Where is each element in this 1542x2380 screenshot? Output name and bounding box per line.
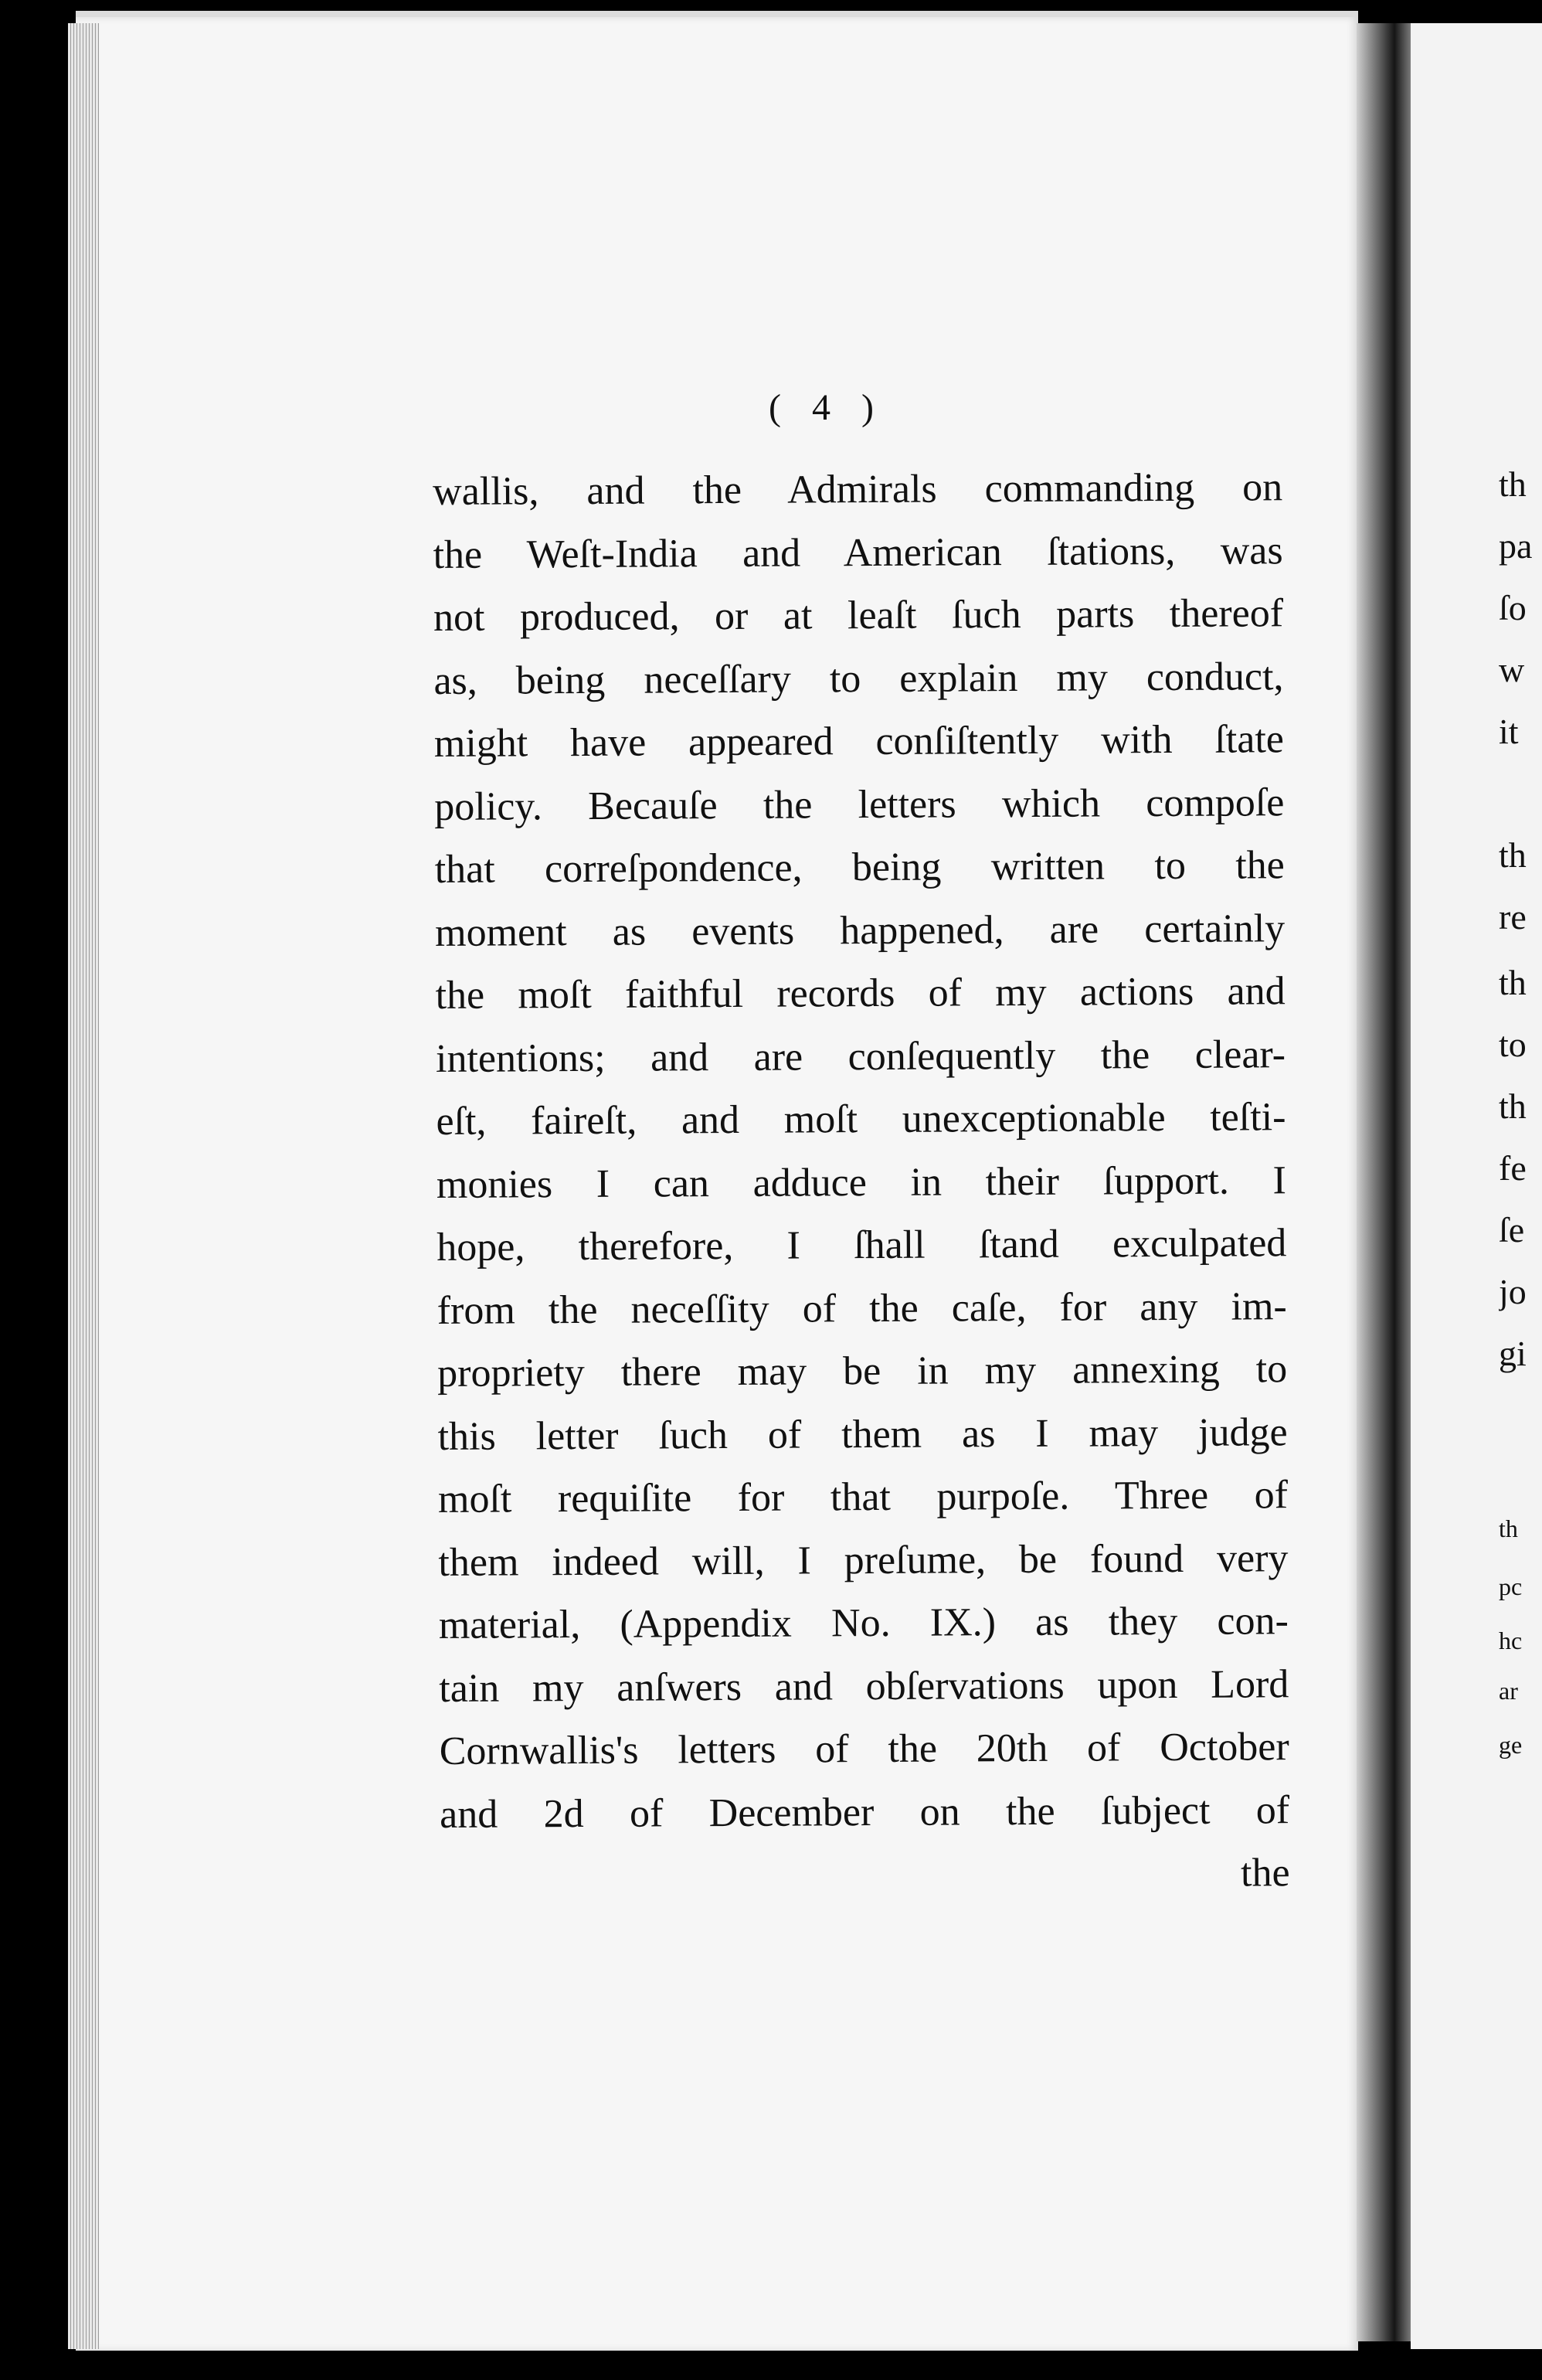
text-line: and 2d of December on the ſubject of — [440, 1787, 1290, 1837]
body-text — [433, 456, 1290, 1909]
facing-page-fragment: pc — [1499, 1572, 1523, 1600]
text-line: material, (Appendix No. IX.) as they con- — [438, 1599, 1289, 1647]
text-line: eſt, faireſt, and moſt unexceptionable teſti- — [436, 1095, 1286, 1144]
facing-page-fragment: re — [1499, 897, 1527, 937]
facing-page-fragment: gi — [1499, 1334, 1527, 1373]
facing-page-fragment: th — [1499, 1086, 1527, 1126]
text-line: the moſt faithful records of my actions and — [435, 969, 1286, 1018]
facing-page-fragment: it — [1499, 712, 1519, 751]
text-line: this letter ſuch of them as I may judge — [437, 1409, 1288, 1459]
facing-page-fragment: th — [1499, 835, 1527, 875]
text-line: hope, therefore, I ſhall ſtand exculpated — [436, 1221, 1287, 1270]
facing-page-fragment: th — [1499, 464, 1527, 504]
facing-page-fragment: pa — [1499, 526, 1533, 566]
catchword: the — [1240, 1851, 1290, 1896]
text-line: them indeed will, I preſume, be found very — [438, 1535, 1289, 1585]
text-line: the Weſt-India and American ſtations, was — [433, 528, 1283, 577]
text-line: from the neceſſity of the caſe, for any im- — [436, 1284, 1287, 1333]
facing-page-fragment: jo — [1499, 1272, 1527, 1311]
facing-page-fragment: ge — [1499, 1731, 1523, 1759]
facing-page-fragment: hc — [1499, 1627, 1523, 1654]
text-line: tain my anſwers and obſervations upon Lord — [439, 1661, 1289, 1711]
facing-page-fragment: ſe — [1499, 1210, 1525, 1250]
facing-page-fragment: ar — [1499, 1677, 1518, 1705]
text-line: not produced, or at leaſt ſuch parts thereof — [433, 591, 1284, 640]
text-line: might have appeared conſiſtently with ſtate — [433, 717, 1285, 766]
text-line: moſt requiſite for that purpoſe. Three of — [437, 1473, 1289, 1522]
page-edges — [68, 23, 99, 2349]
text-line: that correſpondence, being written to the — [434, 843, 1285, 892]
facing-page-fragment: th — [1499, 1515, 1518, 1542]
text-line: policy. Becauſe the letters which compoſe — [434, 780, 1285, 829]
book-gutter — [1357, 23, 1411, 2341]
text-line: intentions; and are conſequently the clear- — [435, 1032, 1286, 1081]
text-line: as, being neceſſary to explain my conduct, — [433, 654, 1284, 703]
facing-page-fragment: ſo — [1499, 588, 1527, 627]
page-number: ( 4 ) — [769, 387, 885, 428]
text-line: Cornwallis's letters of the 20th of October — [439, 1725, 1289, 1773]
text-line: wallis, and the Admirals commanding on — [433, 465, 1283, 514]
text-line: propriety there may be in my annexing to — [437, 1347, 1288, 1396]
facing-page-fragment: w — [1499, 650, 1525, 689]
facing-page-fragment: fe — [1499, 1148, 1527, 1188]
facing-page-fragment: to — [1499, 1025, 1527, 1064]
text-line: monies I can adduce in their ſupport. I — [436, 1158, 1287, 1207]
text-line: moment as events happened, are certainly — [435, 906, 1286, 955]
facing-page-fragment: th — [1499, 963, 1527, 1002]
